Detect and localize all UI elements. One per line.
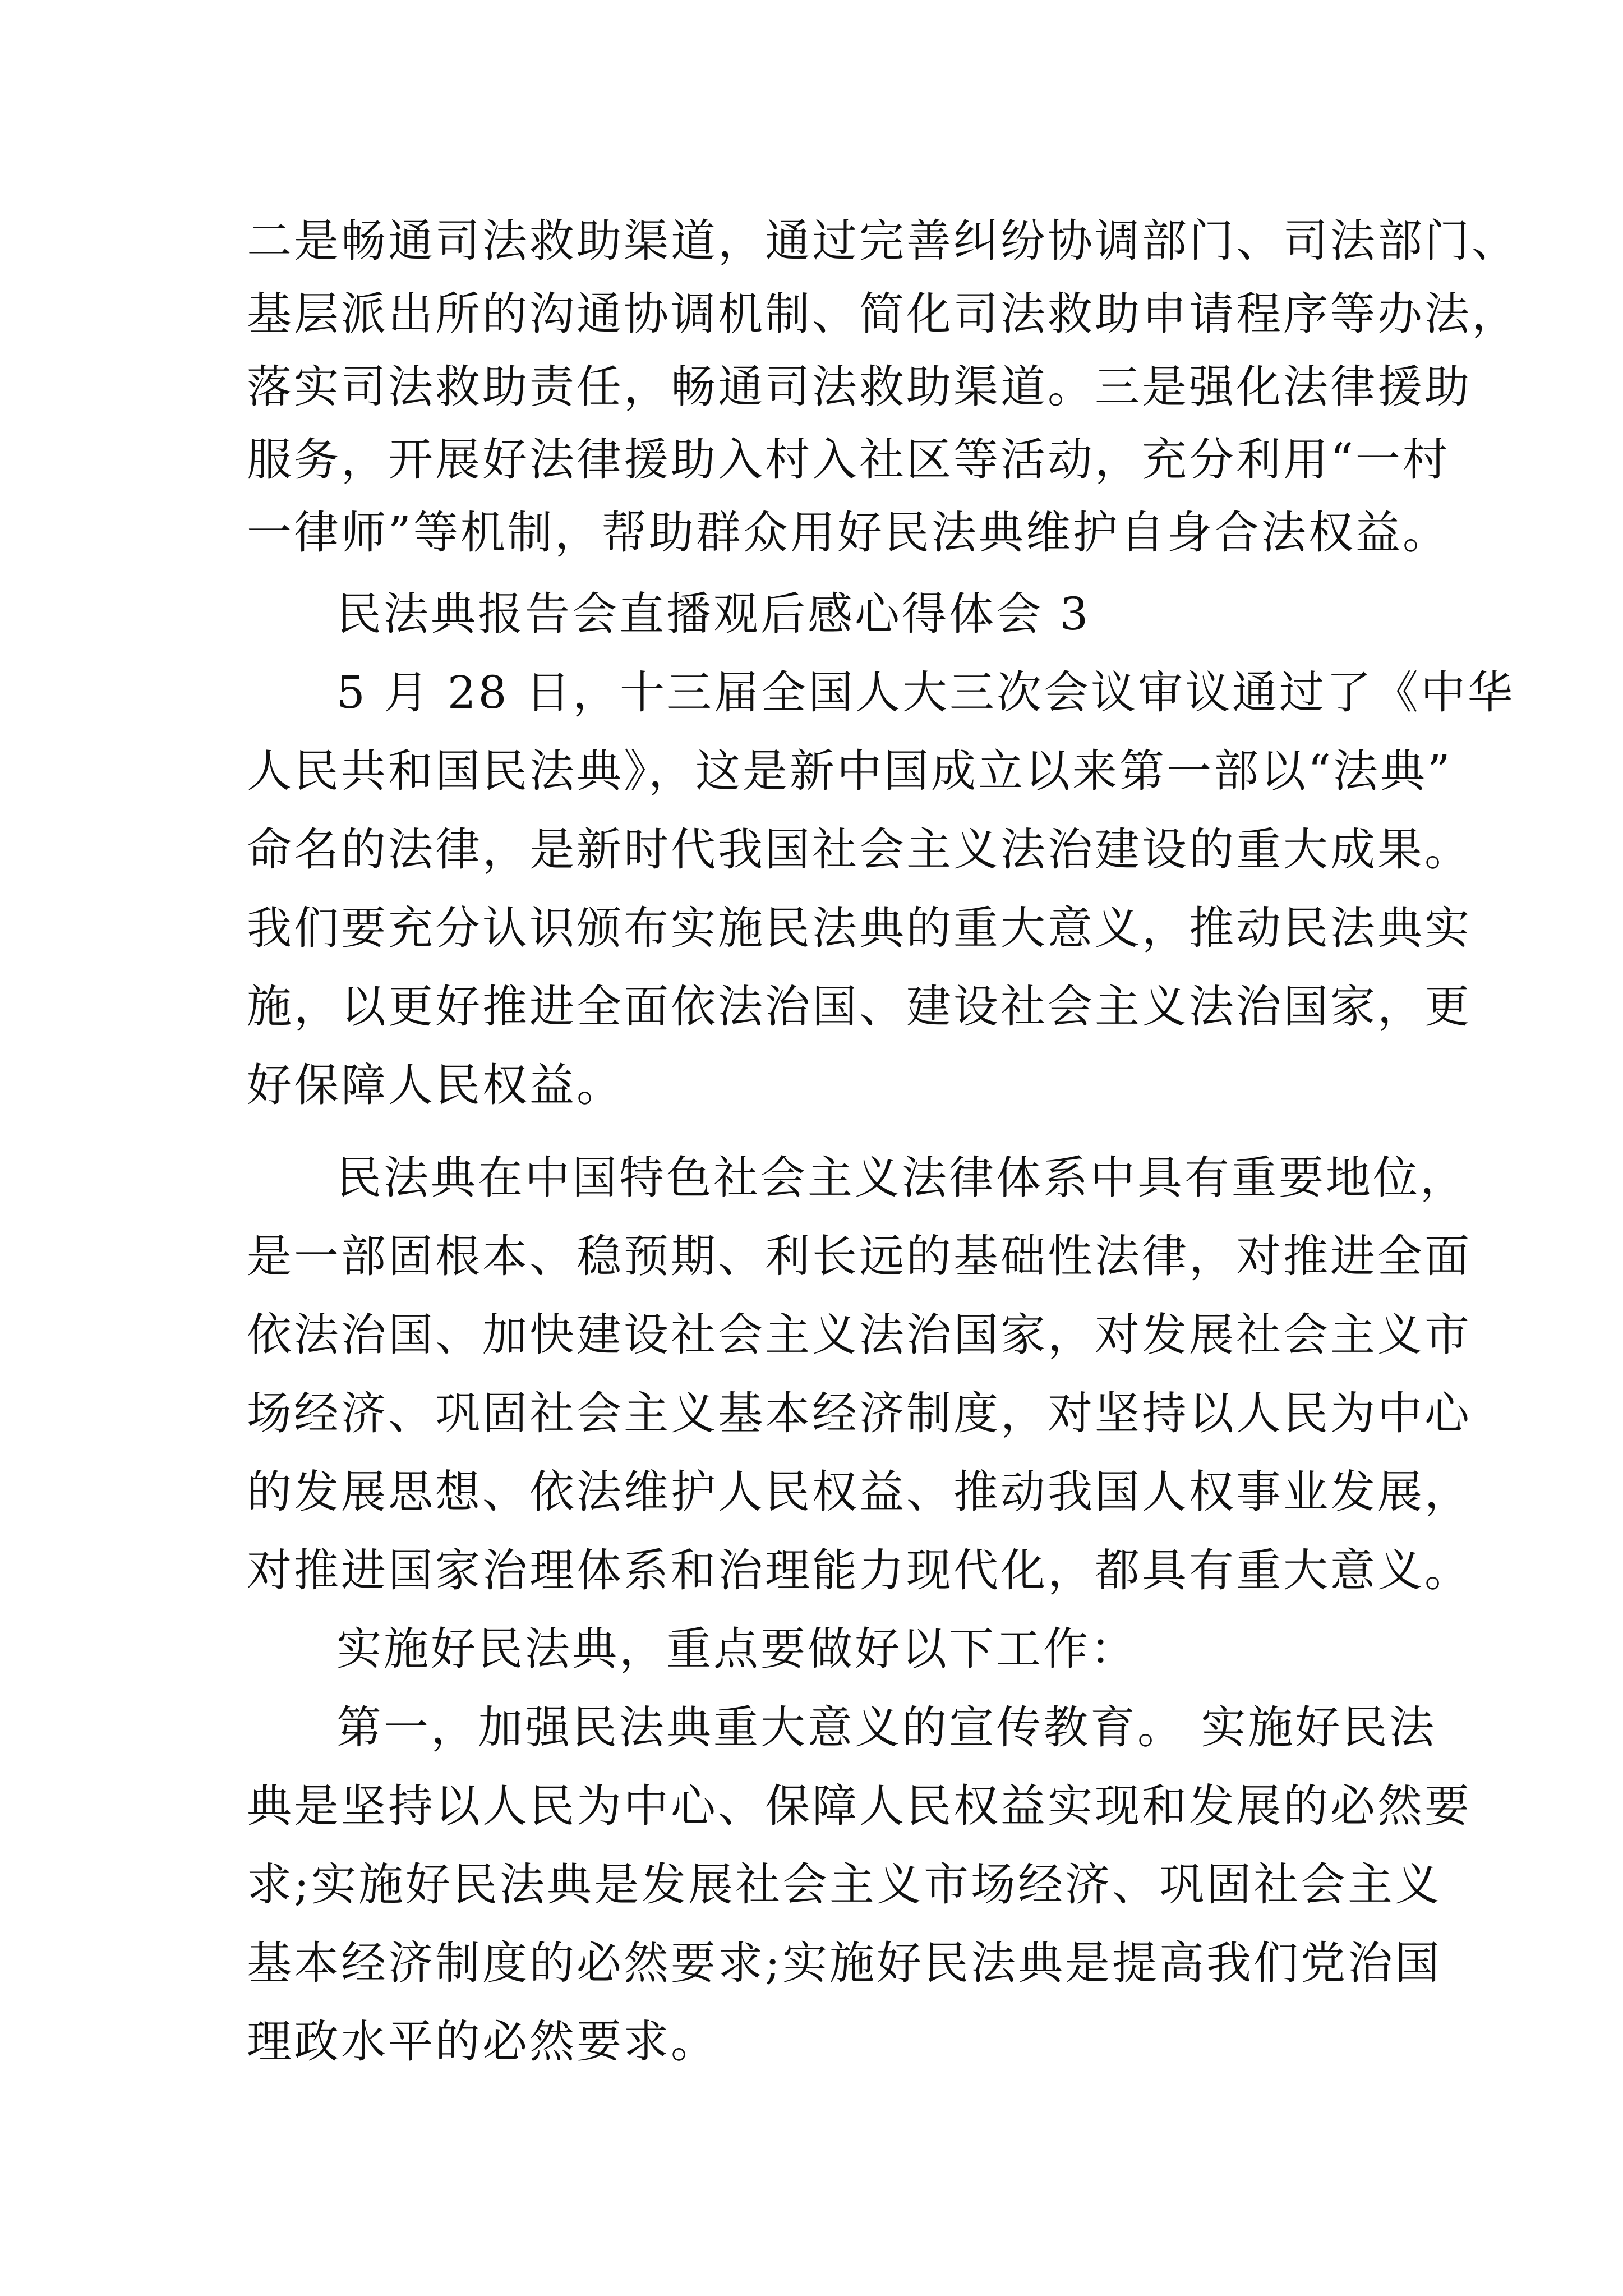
text-line: 我们要充分认识颁布实施民法典的重大意义，推动民法典实 [247,902,1472,954]
text-line: 服务，开展好法律援助入村入社区等活动，充分利用“一村 [247,434,1450,486]
text-line: 求;实施好民法典是发展社会主义市场经济、巩固社会主义 [247,1858,1442,1911]
text-line: 落实司法救助责任，畅通司法救助渠道。三是强化法律援助 [247,361,1472,413]
text-line: 第一，加强民法典重大意义的宣传教育。 实施好民法 [336,1701,1437,1754]
text-line: 典是坚持以人民为中心、保障人民权益实现和发展的必然要 [247,1780,1472,1832]
text-line: 基本经济制度的必然要求;实施好民法典是提高我们党治国 [247,1937,1442,1989]
text-line: 一律师”等机制，帮助群众用好民法典维护自身合法权益。 [247,507,1450,559]
text-line: 理政水平的必然要求。 [247,2016,718,2068]
text-line: 民法典在中国特色社会主义法律体系中具有重要地位， [336,1152,1467,1204]
text-line: 二是畅通司法救助渠道，通过完善纠纷协调部门、司法部门、 [247,215,1519,267]
text-line: 对推进国家治理体系和治理能力现代化，都具有重大意义。 [247,1544,1472,1596]
text-line: 5 月 28 日，十三届全国人大三次会议审议通过了《中华 [336,666,1515,719]
text-line: 基层派出所的沟通协调机制、简化司法救助申请程序等办法， [247,288,1519,340]
text-line: 依法治国、加快建设社会主义法治国家，对发展社会主义市 [247,1309,1472,1361]
text-line: 好保障人民权益。 [247,1059,624,1111]
text-line: 是一部固根本、稳预期、利长远的基础性法律，对推进全面 [247,1230,1472,1282]
text-line: 施，以更好推进全面依法治国、建设社会主义法治国家，更 [247,981,1472,1033]
text-line: 场经济、巩固社会主义基本经济制度，对坚持以人民为中心 [247,1387,1472,1439]
text-line: 人民共和国民法典》，这是新中国成立以来第一部以“法典” [247,745,1453,797]
text-line: 的发展思想、依法维护人民权益、推动我国人权事业发展， [247,1466,1472,1518]
section-heading: 民法典报告会直播观后感心得体会 3 [336,588,1091,640]
text-line: 命名的法律，是新时代我国社会主义法治建设的重大成果。 [247,823,1472,876]
text-line: 实施好民法典，重点要做好以下工作： [336,1623,1137,1675]
